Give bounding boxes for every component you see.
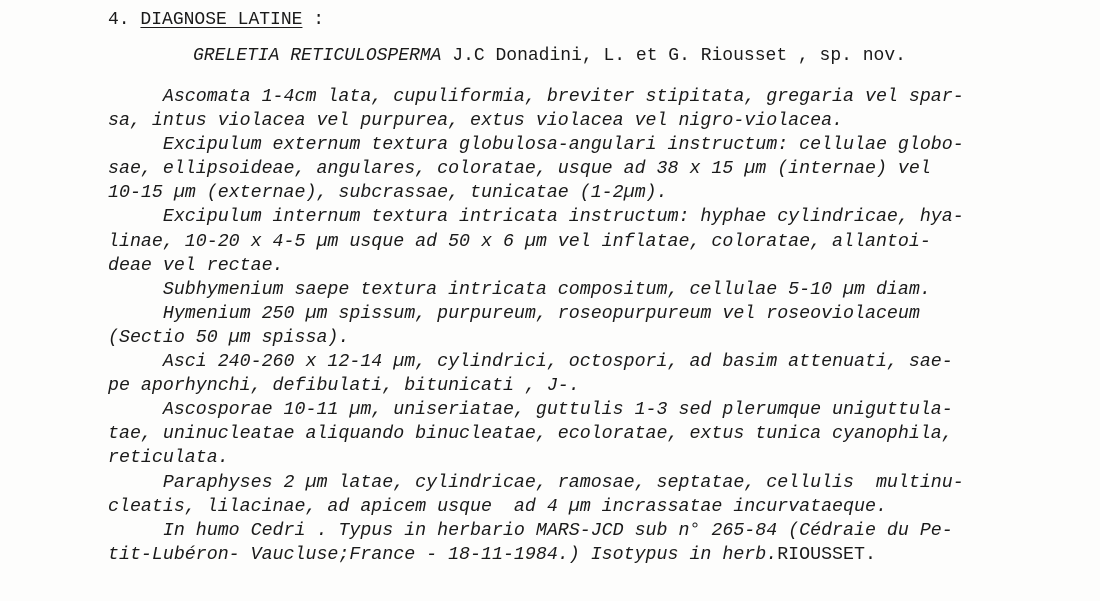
text-line: linae, 10-20 x 4-5 µm usque ad 50 x 6 µm vel inflatae, coloratae, allantoi- [108,231,931,252]
text-line: pe aporhynchi, defibulati, bitunicati , J-. [108,376,580,397]
text-line: cleatis, lilacinae, ad apicem usque ad 4 µm incrassatae incurvataeque. [108,496,887,517]
species-line [193,46,906,66]
text-line: reticulata. [108,448,229,469]
text-line: Excipulum externum textura globulosa-angulari instructum: cellulae globo- [108,135,964,156]
section-title: DIAGNOSE LATINE [140,10,303,30]
text-line-last [108,543,1068,567]
text-line: tae, uninucleatae aliquando binucleatae, ecoloratae, extus tunica cyanophila, [108,424,953,445]
text-line: In humo Cedri . Typus in herbario MARS-JCD sub n° 265-84 (Cédraie du Pe- [108,520,953,541]
text-line-last-main: tit-Lubéron- Vaucluse;France - 18-11-1984.) Isotypus in herb. [108,544,778,565]
text-line: sa, intus violacea vel purpurea, extus violacea vel nigro-violacea. [108,111,844,132]
section-colon: : [313,10,325,30]
text-line: Ascosporae 10-11 µm, uniseriatae, guttulis 1-3 sed plerumque uniguttula- [108,400,953,421]
text-line: 10-15 µm (externae), subcrassae, tunicatae (1-2µm). [108,183,668,204]
text-line: sae, ellipsoideae, angulares, coloratae, usque ad 38 x 15 µm (internae) vel [108,159,931,180]
text-line: (Sectio 50 µm spissa). [108,327,350,348]
text-line: Subhymenium saepe textura intricata compositum, cellulae 5-10 µm diam. [108,279,931,300]
text-line: Hymenium 250 µm spissum, purpureum, roseopurpureum vel roseoviolaceum [108,303,920,324]
isotypus-holder: RIOUSSET. [777,544,876,565]
text-line: Excipulum internum textura intricata instructum: hyphae cylindricae, hya- [108,207,964,228]
species-binomial: GRELETIA RETICULOSPERMA [193,46,442,66]
species-authors: J.C Donadini, L. et G. Riousset , sp. nov. [452,46,906,66]
text-line: Ascomata 1-4cm lata, cupuliformia, breviter stipitata, gregaria vel spar- [108,87,964,107]
text-line: Asci 240-260 x 12-14 µm, cylindrici, octospori, ad basim attenuati, sae- [108,352,953,373]
section-heading [108,10,324,30]
diagnosis-text [108,85,1068,567]
text-line: Paraphyses 2 µm latae, cylindricae, ramosae, septatae, cellulis multinu- [108,472,964,493]
section-number: 4. [108,10,130,30]
text-line: deae vel rectae. [108,255,284,276]
